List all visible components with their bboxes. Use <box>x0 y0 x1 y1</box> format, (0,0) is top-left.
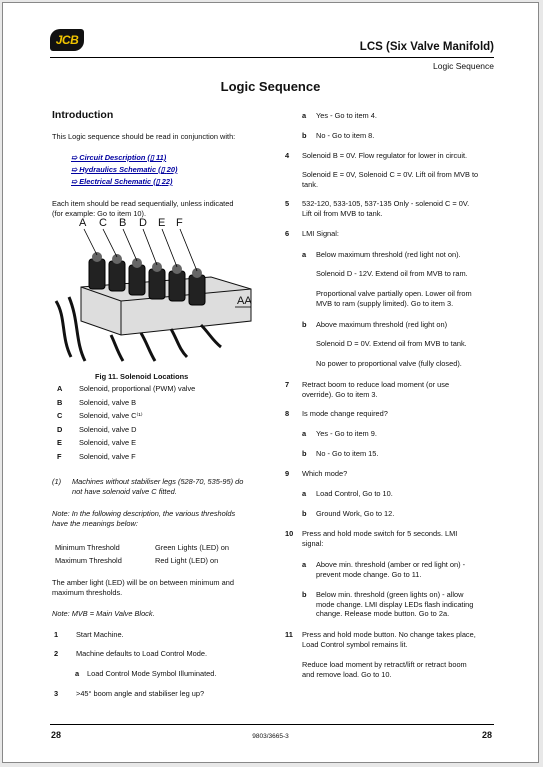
figure-label-a: A <box>79 217 87 229</box>
page-number-right: 28 <box>481 730 492 740</box>
solenoid-item: F Solenoid, valve F <box>57 451 136 461</box>
step-6a: a Below maximum threshold (red light not on). <box>302 250 461 259</box>
step-8a: a Yes - Go to item 9. <box>302 429 377 438</box>
figure-label-f: F <box>176 217 183 229</box>
valve-manifold-illustration <box>51 217 263 363</box>
amber-light-text: The amber light (LED) will be on between minimum and maximum thresholds. <box>52 578 234 597</box>
step-10: 10 Press and hold mode switch for 5 seconds. LMI signal: <box>285 529 458 548</box>
figure-label-c: C <box>99 217 107 229</box>
threshold-row: Minimum Threshold Green Lights (LED) on <box>55 543 229 552</box>
book-icon: ▯ <box>155 177 160 186</box>
step-11-detail: Reduce load moment by retract/lift or retract boom and remove load. Go to 10. <box>302 660 467 679</box>
step-7: 7 Retract boom to reduce load moment (or use override). Go to item 3. <box>285 380 450 399</box>
solenoid-list <box>57 384 195 466</box>
solenoid-item: E Solenoid, valve E <box>57 438 137 448</box>
step-3b: b No - Go to item 8. <box>302 131 375 140</box>
step-5: 5 532-120, 533-105, 537-135 Only - solenoid C = 0V. Lift oil from MVB to tank. <box>285 199 470 218</box>
step-6b: b Above maximum threshold (red light on) <box>302 320 448 329</box>
figure-label-e: E <box>158 217 166 229</box>
step-2a: a Load Control Mode Symbol Illuminated. <box>75 669 217 678</box>
step-10a: a Above min. threshold (amber or red light on) - prevent mode change. Go to 11. <box>302 560 466 579</box>
step-4: 4 Solenoid B = 0V. Flow regulator for lower in circuit. <box>285 151 468 160</box>
thresholds-note: Note: In the following description, the various thresholds have the meanings below: <box>52 509 236 528</box>
footnote: (1) Machines without stabiliser legs (528-70, 535-95) do not have solenoid valve C fitted. <box>52 477 244 496</box>
step-9a: a Load Control, Go to 10. <box>302 489 393 498</box>
solenoid-item: A Solenoid, proportional (PWM) valve <box>57 384 196 393</box>
step-3a: a Yes - Go to item 4. <box>302 111 377 120</box>
step-6b-detail-1: Solenoid D = 0V. Extend oil from MVB to tank. <box>316 339 467 348</box>
step-4-detail: Solenoid E = 0V, Solenoid C = 0V. Lift oil from MVB to tank. <box>302 170 479 189</box>
step-9: 9 Which mode? <box>285 469 348 478</box>
footer-divider <box>50 724 494 725</box>
link-hydraulics-schematic[interactable]: ➯ Hydraulics Schematic (▯ 20) <box>71 165 178 174</box>
jcb-logo: JCB <box>50 29 84 51</box>
step-8: 8 Is mode change required? <box>285 409 388 418</box>
solenoid-item: C Solenoid, valve C⁽¹⁾ <box>57 411 143 421</box>
intro-text-2: Each item should be read sequentially, unless indicated (for example: Go to item 10). <box>52 199 234 218</box>
step-6: 6 LMI Signal: <box>285 229 339 238</box>
figure-caption: Fig 11. Solenoid Locations <box>95 372 189 381</box>
solenoid-item: D Solenoid, valve D <box>57 424 137 434</box>
step-3: 3 >45° boom angle and stabiliser leg up? <box>54 689 205 698</box>
section-subtitle: Logic Sequence <box>433 61 494 71</box>
figure-label-aa: AA <box>237 295 252 307</box>
document-number: 9803/3665-3 <box>252 733 289 740</box>
book-icon: ▯ <box>160 165 165 174</box>
step-11: 11 Press and hold mode button. No change takes place, Load Control symbol remains lit. <box>285 630 476 649</box>
threshold-row: Maximum Threshold Red Light (LED) on <box>55 556 219 565</box>
page-title: Logic Sequence <box>220 79 321 94</box>
step-9b: b Ground Work, Go to 12. <box>302 509 395 518</box>
page-number-left: 28 <box>51 730 62 740</box>
link-circuit-description[interactable]: ➯ Circuit Description (▯ 11) <box>71 153 167 162</box>
section-title: LCS (Six Valve Manifold) <box>359 41 494 53</box>
threshold-table <box>55 543 229 569</box>
header-divider <box>50 57 494 58</box>
book-icon: ▯ <box>149 153 154 162</box>
manual-page <box>2 2 539 763</box>
intro-text: This Logic sequence should be read in conjunction with: <box>52 132 236 141</box>
step-6a-detail-1: Solenoid D - 12V. Extend oil from MVB to ram. <box>316 269 468 278</box>
step-6a-detail-2: Proportional valve partially open. Lower oil from MVB to ram (supply limited). Go to item 3. <box>316 289 472 308</box>
step-1: 1 Start Machine. <box>54 630 124 639</box>
link-electrical-schematic[interactable]: ➯ Electrical Schematic (▯ 22) <box>71 177 173 186</box>
step-10b: b Below min. threshold (green lights on) - allow mode change. LMI display LEDs flash indicating change. Release mode button. Go to 2a. <box>302 590 474 619</box>
mvb-note: Note: MVB = Main Valve Block. <box>52 609 155 618</box>
intro-heading: Introduction <box>52 109 114 121</box>
figure-label-b: B <box>119 217 127 229</box>
solenoid-figure <box>51 217 263 363</box>
solenoid-item: B Solenoid, valve B <box>57 397 137 407</box>
figure-label-d: D <box>139 217 147 229</box>
step-8b: b No - Go to item 15. <box>302 449 379 458</box>
step-2: 2 Machine defaults to Load Control Mode. <box>54 649 208 658</box>
step-6b-detail-2: No power to proportional valve (fully closed). <box>316 359 462 368</box>
